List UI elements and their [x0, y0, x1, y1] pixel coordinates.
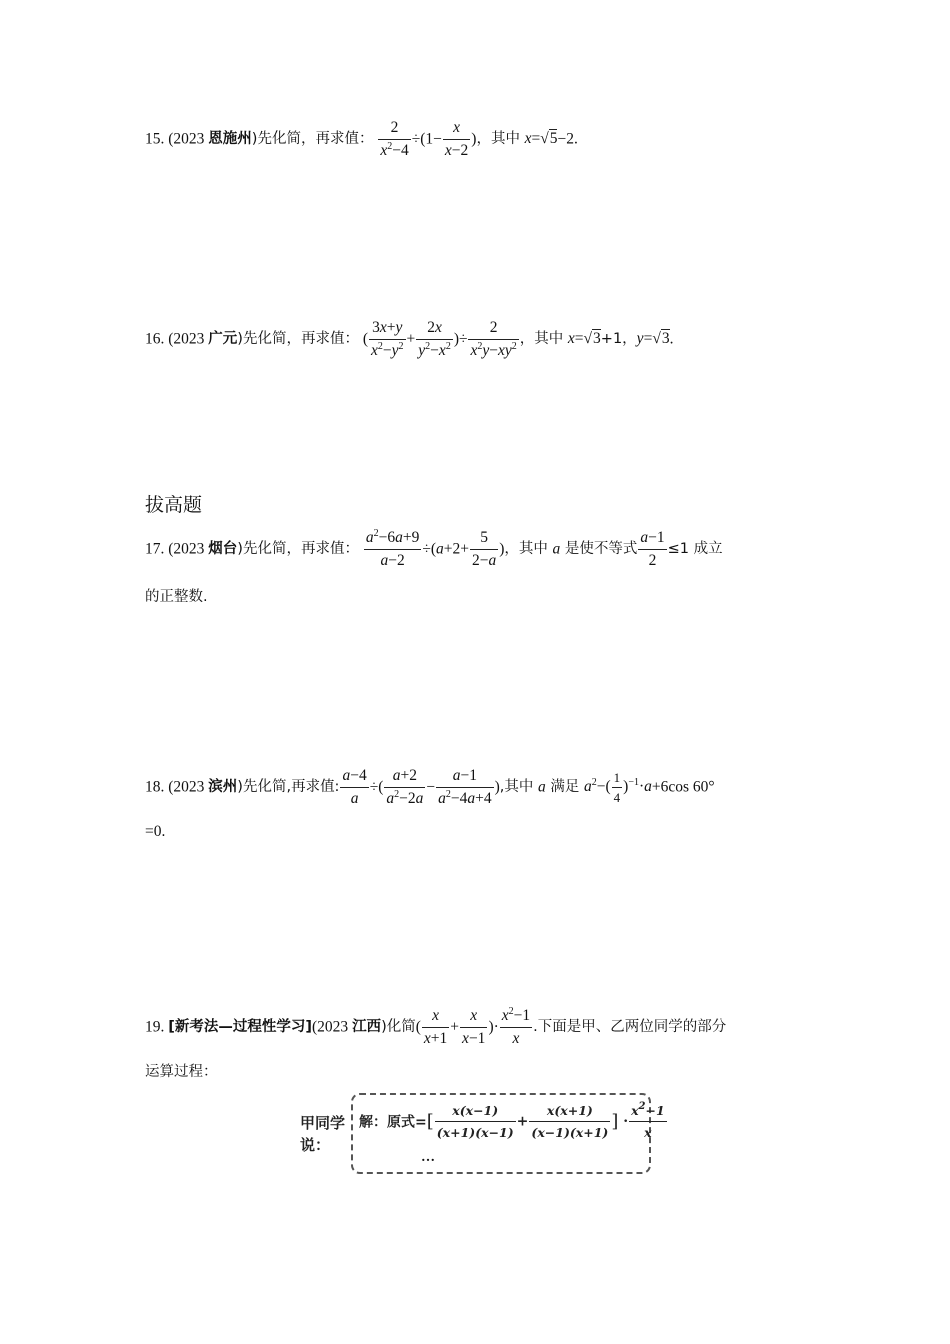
- fraction: $\frac{x(x+1)}{(x-1)(x+1)}$: [531, 1103, 609, 1140]
- sqrt-symbol: √3: [583, 330, 601, 348]
- fraction: $\frac{x^2-1}{x}$: [631, 1101, 665, 1140]
- fraction: $\frac{x}{x-1}$: [462, 1007, 486, 1047]
- problem-16-condition: ，其中: [519, 330, 568, 347]
- fraction: $\frac{a-1}{2}$: [640, 529, 665, 569]
- problem-15-condition: ，其中: [476, 130, 525, 147]
- fraction: $\frac{a+2}{a^2-2a}$: [386, 767, 424, 807]
- problem-16-source: 广元: [208, 330, 238, 347]
- fraction: $\frac{a^2-6a+9}{a-2}$: [365, 528, 420, 569]
- problem-19-tag: [新考法—过程性学习]: [168, 1018, 313, 1035]
- sqrt-symbol: √5: [540, 130, 558, 148]
- problem-16: 16. (2023 广元)先化简，再求值： ( $\frac{3x+y}{x^2-y^2}$ + $\frac{2x}{y^2-x^2}$ )÷ $\frac{2}{x^2y-xy^2}$ ，其中 x=√3+1，y=√3.: [145, 319, 674, 359]
- problem-17-number: 17. (2023: [145, 540, 209, 558]
- problem-15-instruction: )先化简，再求值：: [251, 130, 374, 147]
- problem-18-instruction: )先化简,再求值:: [237, 778, 340, 795]
- fraction: $\frac{x^2-1}{x}$: [501, 1006, 531, 1047]
- problem-17: 17. (2023 烟台)先化简，再求值： $\frac{a^2-6a+9}{a-2}$ ÷(a+2+ $\frac{5}{2-a}$ )，其中 a 是使不等式 $\frac{a-1}{2}$ ≤1 成立: [145, 528, 723, 569]
- fraction: $\frac{x}{x-2}$: [444, 119, 469, 159]
- fraction: $\frac{a-4}{a}$: [342, 767, 367, 807]
- problem-17-condition: ，其中: [504, 540, 553, 557]
- fraction: $\frac{1}{4}$: [613, 769, 621, 805]
- problem-15-number: 15. (2023: [145, 130, 209, 148]
- problem-17-continuation: 的正整数.: [145, 589, 208, 605]
- solution-prefix: 解：原式=: [359, 1114, 427, 1131]
- fraction: $\frac{2}{x^2-4}$: [380, 119, 409, 159]
- problem-15-source: 恩施州: [208, 130, 252, 147]
- problem-17-source: 烟台: [208, 540, 238, 557]
- problem-19-condition: .下面是甲、乙两位同学的部分: [533, 1018, 727, 1035]
- problem-18-number: 18. (2023: [145, 778, 209, 796]
- problem-19-instruction: )化简: [381, 1018, 416, 1035]
- fraction: $\frac{x}{x+1}$: [423, 1007, 448, 1047]
- fraction: $\frac{2}{x^2y-xy^2}$: [470, 319, 517, 359]
- sqrt-symbol: √3: [652, 330, 670, 348]
- problem-18-continuation: =0.: [145, 823, 166, 840]
- problem-19: 19. [新考法—过程性学习](2023 江西)化简( $\frac{x}{x+1}$ + $\frac{x}{x-1}$ )· $\frac{x^2-1}{x}$ .下面是甲、乙两位同学的部分: [145, 1006, 727, 1047]
- problem-18-condition: ,其中: [499, 778, 539, 795]
- problem-15: 15. (2023 恩施州)先化简，再求值： $\frac{2}{x^2-4}$ ÷(1− $\frac{x}{x-2}$ )，其中 x=√5−2.: [145, 119, 578, 159]
- fraction: $\frac{x(x-1)}{(x+1)(x-1)}$: [436, 1103, 514, 1140]
- problem-16-instruction: )先化简，再求值：: [237, 330, 359, 347]
- student-label: [300, 1112, 352, 1156]
- fraction: $\frac{2x}{y^2-x^2}$: [418, 319, 451, 359]
- ellipsis: …: [421, 1150, 436, 1165]
- problem-17-instruction: )先化简，再求值：: [237, 540, 359, 557]
- student-solution-box: [351, 1093, 665, 1174]
- problem-16-number: 16. (2023: [145, 330, 209, 348]
- problem-19-continuation: 运算过程：: [145, 1064, 218, 1080]
- section-heading: 拔高题: [145, 494, 203, 516]
- fraction: $\frac{a-1}{a^2-4a+4}$: [438, 767, 492, 807]
- fraction: $\frac{5}{2-a}$: [471, 529, 497, 569]
- fraction: $\frac{3x+y}{x^2-y^2}$: [371, 319, 404, 359]
- student-label-line2: 说：: [300, 1136, 331, 1154]
- problem-19-number: 19.: [145, 1018, 169, 1036]
- problem-19-source: 江西: [352, 1018, 382, 1035]
- problem-18: 18. (2023 滨州)先化简,再求值: $\frac{a-4}{a}$ ÷( $\frac{a+2}{a^2-2a}$ − $\frac{a-1}{a^2-4a+4}$ ),其中 a 满足 $a^2-$( $\frac{1}{4}$ )$^{-1}$·a+6cos 60°: [145, 767, 715, 807]
- student-label-line1: 甲同学: [300, 1114, 346, 1132]
- problem-18-source: 滨州: [208, 778, 238, 795]
- solution-expression: 解：原式=[ $\frac{x(x-1)}{(x+1)(x-1)}$ + $\frac{x(x+1)}{(x-1)(x+1)}$ ] · $\frac{x^2-1}{x}$: [359, 1101, 665, 1140]
